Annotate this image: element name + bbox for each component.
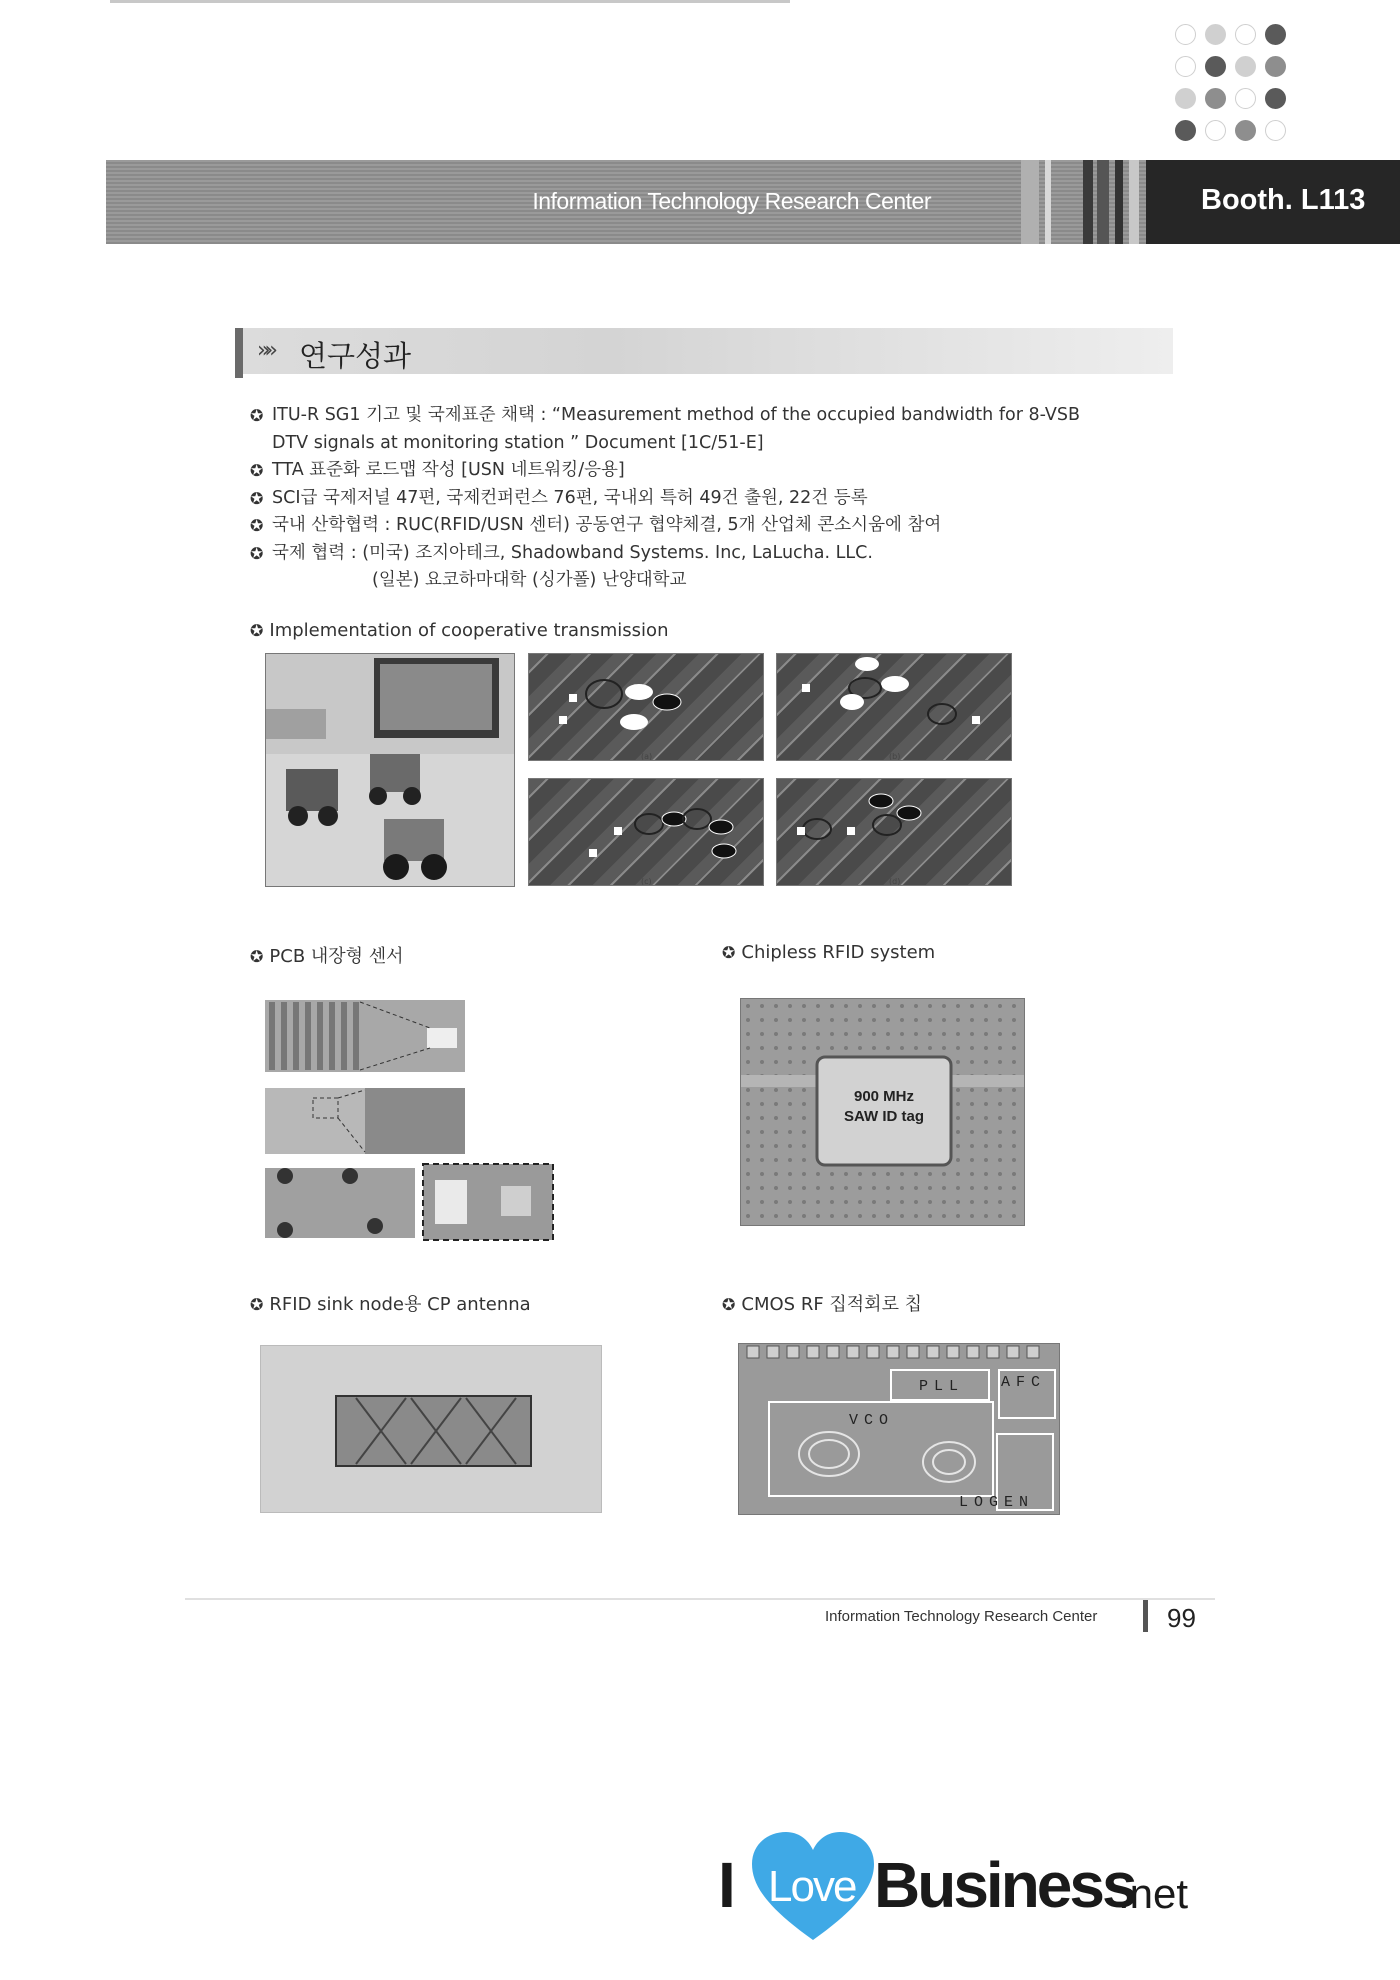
list-item-continuation: DTV signals at monitoring station ” Document [1C/51-E] (272, 432, 764, 453)
booth-box (1146, 160, 1400, 244)
banner-title: Information Technology Research Center (532, 188, 931, 214)
pll-label: PLL (919, 1378, 965, 1395)
achievement-list (250, 402, 1170, 595)
section-title: 연구성과 (299, 339, 412, 373)
circle-arrow-bullet-icon: ✪ (250, 461, 264, 480)
section-heading (235, 328, 1173, 374)
cp-antenna-image (261, 1346, 602, 1513)
figure-caption-antenna: ✪ RFID sink node용 CP antenna (250, 1294, 531, 1315)
maze-panel-c (528, 778, 764, 886)
circle-arrow-bullet-icon: ✪ (722, 1295, 736, 1314)
cp-antenna-photo (260, 1345, 602, 1513)
list-item: ✪ 국제 협력 : (미국) 조지아테크, Shadowband Systems. Inc, LaLucha. LLC. (250, 540, 1170, 568)
pcb-sensor-figure (265, 998, 555, 1242)
booth-label: Booth. L113 (1201, 184, 1366, 216)
list-item: ✪ 국내 산학협력 : RUC(RFID/USN 센터) 공동연구 협약체결, 5개 산업체 콘소시움에 참여 (250, 512, 1170, 540)
list-item: ✪ SCI급 국제저널 47편, 국제컨퍼런스 76편, 국내외 특허 49건 출원, 22건 등록 (250, 485, 1170, 513)
footer-divider (1143, 1600, 1148, 1632)
circle-arrow-bullet-icon: ✪ (250, 543, 264, 563)
header-banner (106, 160, 1366, 244)
logen-label: LOGEN (959, 1494, 1035, 1511)
panel-label-c: (c) (641, 877, 652, 886)
logo-business: Business (874, 1849, 1135, 1921)
list-item: ✪ ITU-R SG1 기고 및 국제표준 채택 : “Measurement method of the occupied bandwidth for 8-VSB (250, 402, 1170, 430)
circle-arrow-bullet-icon: ✪ (250, 621, 264, 640)
list-item: ✪ TTA 표준화 로드맵 작성 [USN 네트워킹/응용] (250, 457, 1170, 485)
chipless-rfid-photo (740, 998, 1025, 1226)
ilovebusiness-logo (718, 1828, 1198, 1948)
list-item-continuation: (일본) 요코하마대학 (싱가폴) 난양대학교 (372, 570, 687, 590)
panel-label-d: (d) (889, 877, 901, 886)
circle-arrow-bullet-icon: ✪ (250, 406, 264, 425)
logo-love: Love (768, 1862, 856, 1911)
figure-caption-pcb: ✪ PCB 내장형 센서 (250, 946, 404, 967)
panel-label-b: (b) (889, 752, 901, 761)
maze-panel-d (776, 778, 1012, 886)
circle-arrow-bullet-icon: ✪ (250, 516, 264, 535)
double-chevron-right-icon: »» (257, 338, 272, 363)
figure-caption-rfid: ✪ Chipless RFID system (722, 942, 936, 963)
section-bar (235, 328, 243, 378)
page-number: 99 (1167, 1603, 1196, 1633)
vco-label: VCO (849, 1412, 895, 1429)
figure-caption-cooperative: ✪ Implementation of cooperative transmission (250, 620, 669, 641)
footer-rule (185, 1598, 1215, 1600)
logo-net: .net (1118, 1870, 1189, 1917)
maze-panel-a (528, 653, 764, 761)
logo-i: I (718, 1849, 736, 1921)
circle-arrow-bullet-icon: ✪ (250, 947, 264, 966)
saw-tag-label: 900 MHz SAW ID tag (843, 1088, 924, 1125)
circle-arrow-bullet-icon: ✪ (250, 488, 264, 508)
cmos-chip-image (739, 1344, 1060, 1515)
dot-pattern-decoration (1175, 24, 1295, 144)
pcb-sensor-image (265, 998, 555, 1242)
top-rule (110, 0, 790, 3)
afc-label: AFC (1001, 1374, 1047, 1391)
panel-label-a: (a) (641, 752, 653, 761)
maze-panel-b (776, 653, 1012, 761)
robot-photo (265, 653, 515, 887)
circle-arrow-bullet-icon: ✪ (722, 943, 736, 962)
footer-center-name: Information Technology Research Center (825, 1608, 1098, 1625)
circle-arrow-bullet-icon: ✪ (250, 1295, 264, 1314)
figure-caption-cmos: ✪ CMOS RF 집적회로 칩 (722, 1294, 923, 1315)
banner-stripes (1021, 160, 1141, 244)
robot-photo-image (266, 654, 515, 887)
cmos-chip-photo (738, 1343, 1060, 1515)
